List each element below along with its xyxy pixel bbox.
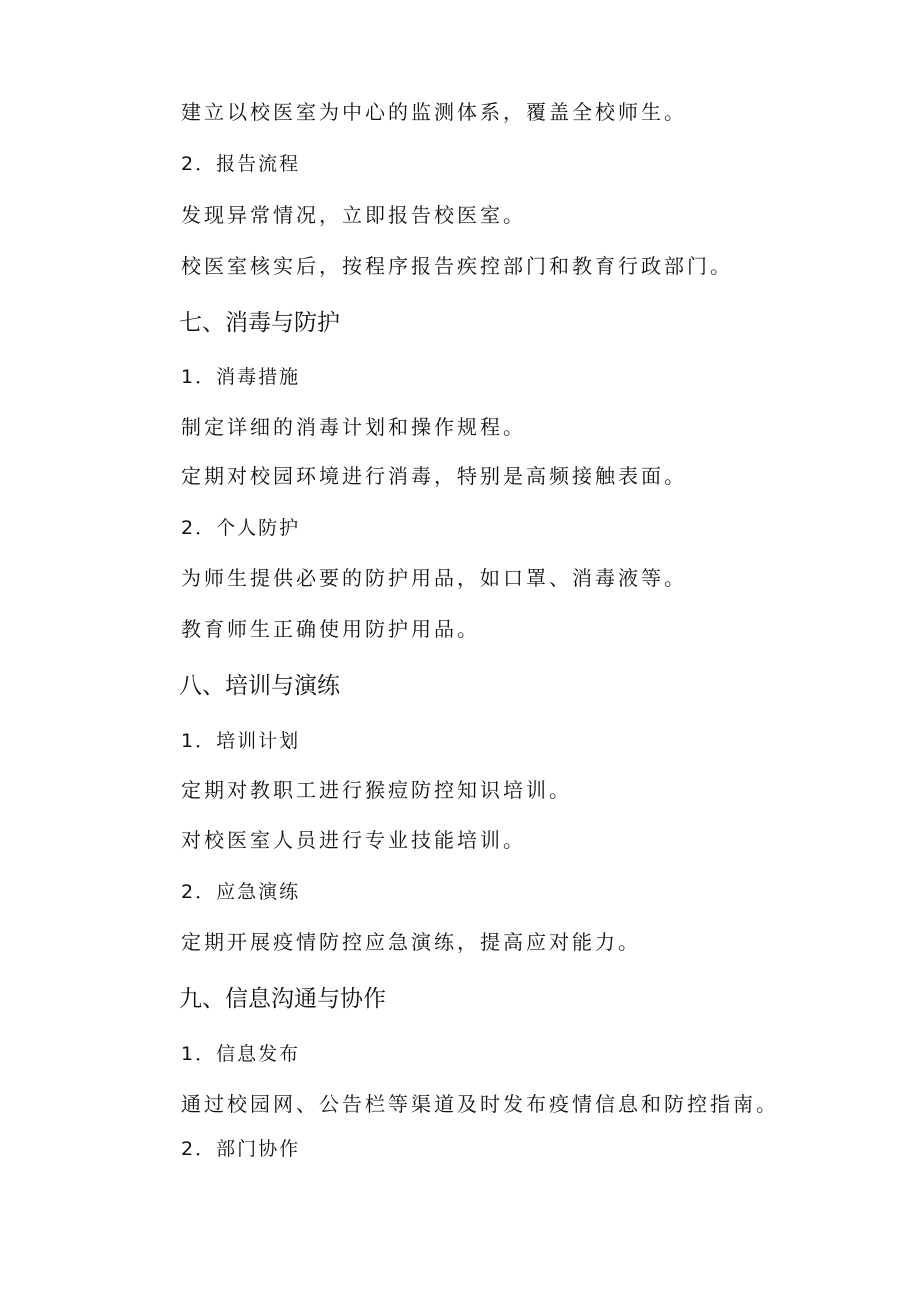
subheading-personal-protection: 2．个人防护 xyxy=(181,517,301,539)
paragraph-emergency-drill: 定期开展疫情防控应急演练，提高应对能力。 xyxy=(181,930,641,954)
section-heading-communication: 九、信息沟通与协作 xyxy=(179,986,386,1012)
paragraph-clinic-training: 对校医室人员进行专业技能培训。 xyxy=(181,828,526,852)
paragraph-proper-use: 教育师生正确使用防护用品。 xyxy=(181,617,480,641)
subheading-disinfection-measures: 1．消毒措施 xyxy=(181,366,301,388)
subheading-emergency-drill: 2．应急演练 xyxy=(181,881,301,903)
paragraph-report-abnormal: 发现异常情况，立即报告校医室。 xyxy=(181,203,526,227)
subheading-training-plan: 1．培训计划 xyxy=(181,730,301,752)
paragraph-staff-training: 定期对教职工进行猴痘防控知识培训。 xyxy=(181,778,572,802)
subheading-department-cooperation: 2．部门协作 xyxy=(181,1138,301,1160)
paragraph-disinfection-plan: 制定详细的消毒计划和操作规程。 xyxy=(181,415,526,439)
section-heading-disinfection: 七、消毒与防护 xyxy=(179,310,340,336)
subheading-information-release: 1．信息发布 xyxy=(181,1043,301,1065)
paragraph-regular-disinfection: 定期对校园环境进行消毒，特别是高频接触表面。 xyxy=(181,464,687,488)
paragraph-report-procedure: 校医室核实后，按程序报告疾控部门和教育行政部门。 xyxy=(181,254,733,278)
paragraph-monitoring-system: 建立以校医室为中心的监测体系，覆盖全校师生。 xyxy=(181,100,687,124)
paragraph-protective-supplies: 为师生提供必要的防护用品，如口罩、消毒液等。 xyxy=(181,566,687,590)
paragraph-information-release: 通过校园网、公告栏等渠道及时发布疫情信息和防控指南。 xyxy=(181,1092,779,1116)
subheading-report-process: 2．报告流程 xyxy=(181,153,301,175)
section-heading-training: 八、培训与演练 xyxy=(179,673,340,699)
